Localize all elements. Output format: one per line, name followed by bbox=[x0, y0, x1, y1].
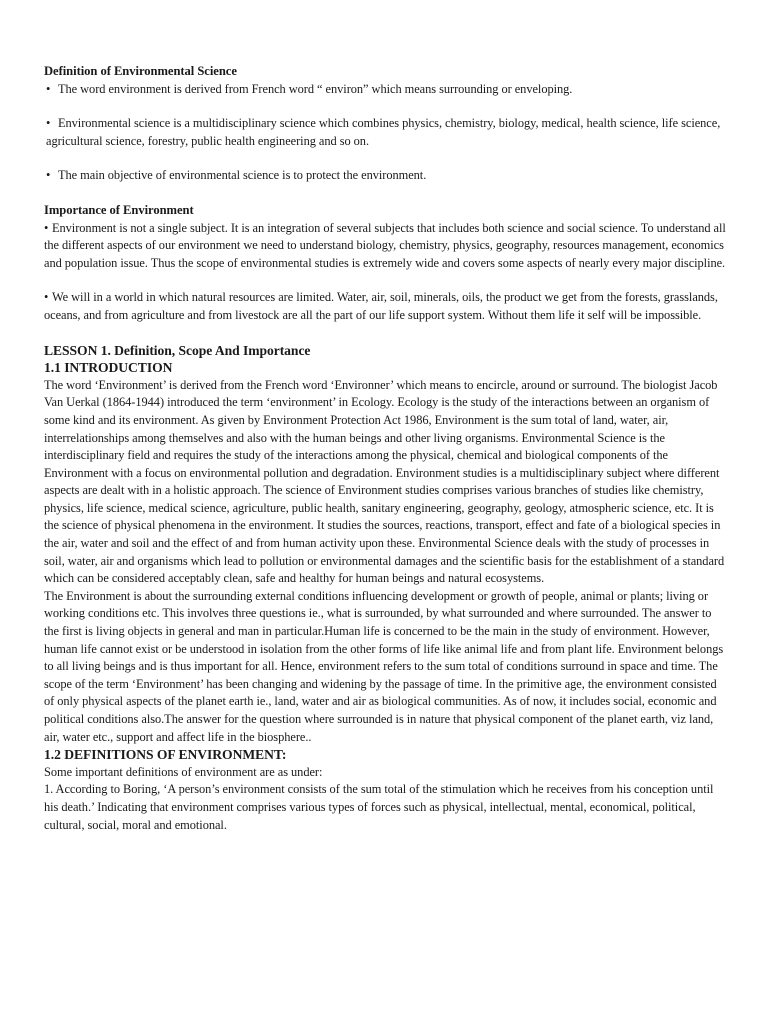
bullet-icon: • bbox=[44, 220, 49, 235]
bullet-icon: • bbox=[46, 116, 51, 131]
intro-paragraph: The word ‘Environment’ is derived from the French word ‘Environner’ which means to encircle, around or surround. The biologist Jacob Van Uerkal (1864-1944) introduced the term ‘environment’ in Ecology. Ecology is the study of the interactions between an organism of some kind and its environment. As given by Environment Protection Act 1986, Environment is the sum total of land, water, air, interrelationships among themselves and also with the human beings and other living organisms. Environmental Science is the interdisciplinary field and requires the study of the interactions among the physical, chemical and biological components of the Environment with a focus on environmental pollution and degradation. Environment studies is a multidisciplinary subject where different aspects are dealt with in a holistic approach. The science of Environment studies comprises various branches of studies like chemistry, physics, life science, medical science, agriculture, public health, sanitary engineering, geography, geology, atmospheric science, etc. It is the science of physical phenomena in the environment. It studies the sources, reactions, transport, effect and fate of a biological species in the air, water and soil and the effect of and from human activity upon these. Environmental Science deals with the study of processes in soil, water, air and organisms which lead to pollution or environmental damages and the scientific basis for the establishment of a standard which can be considered acceptably clean, safe and healthy for human beings and natural ecosystems. bbox=[44, 377, 725, 586]
bullet-icon: • bbox=[44, 290, 49, 305]
definitions-intro: Some important definitions of environment are as under: bbox=[44, 764, 323, 779]
bullet-paragraph: • The word environment is derived from French word “ environ” which means surrounding or enveloping. bbox=[44, 81, 728, 99]
section-heading-introduction: 1.1 INTRODUCTION bbox=[44, 360, 173, 376]
document-page bbox=[44, 63, 728, 834]
bullet-paragraph: • Environmental science is a multidisciplinary science which combines physics, chemistry, biology, medical, health science, life science, agricultural science, forestry, public health engineering and so on. bbox=[46, 116, 721, 148]
bullet-paragraph: • We will in a world in which natural resources are limited. Water, air, soil, minerals, oils, the product we get from the forests, grasslands, oceans, and from agriculture and from livestock are all the part of our life support system. Without them life it self will be impossible. bbox=[44, 290, 718, 322]
bullet-icon: • bbox=[46, 81, 51, 96]
bullet-paragraph: • Environment is not a single subject. It is an integration of several subjects that includes both science and social science. To understand all the different aspects of our environment we need to understand biology, chemistry, physics, geography, resources management, economics and population issue. Thus the scope of environmental studies is extremely wide and covers some aspects of nearly every major discipline. bbox=[44, 220, 726, 270]
lesson-title: LESSON 1. Definition, Scope And Importance bbox=[44, 342, 311, 358]
heading-definition-environmental-science: Definition of Environmental Science bbox=[44, 64, 237, 78]
intro-paragraph: The Environment is about the surrounding external conditions influencing development or growth of people, animal or plants; living or working conditions etc. This involves three questions ie., what is surrounded, by what surrounded and where surrounded. The answer to the first is living objects in general and man in particular.Human life is concerned to be the main in the study of environment. However, human life cannot exist or be understood in isolation from the other forms of life like animal life and from plant life. Environment belongs to all living beings and is thus important for all. Hence, environment refers to the sum total of conditions surround in space and time. The scope of the term ‘Environment’ has been changing and widening by the passage of time. In the primitive age, the environment consisted of only physical aspects of the planet earth ie., land, water and air as biological communities. As of now, it includes social, economic and political conditions also.The answer for the question where surrounded is in nature that physical component of the planet earth, viz land, air, water etc., support and affect life in the biosphere.. bbox=[44, 588, 724, 744]
section-heading-definitions: 1.2 DEFINITIONS OF ENVIRONMENT: bbox=[44, 747, 287, 763]
bullet-icon: • bbox=[46, 168, 51, 183]
bullet-paragraph: • The main objective of environmental science is to protect the environment. bbox=[44, 167, 728, 185]
definition-item: 1. According to Boring, ‘A person’s environment consists of the sum total of the stimulation which he receives from his conception until his death.’ Indicating that environment comprises various types of forces such as physical, intellectual, mental, economical, political, cultural, social, moral and emotional. bbox=[44, 782, 714, 832]
heading-importance-of-environment: Importance of Environment bbox=[44, 202, 194, 217]
